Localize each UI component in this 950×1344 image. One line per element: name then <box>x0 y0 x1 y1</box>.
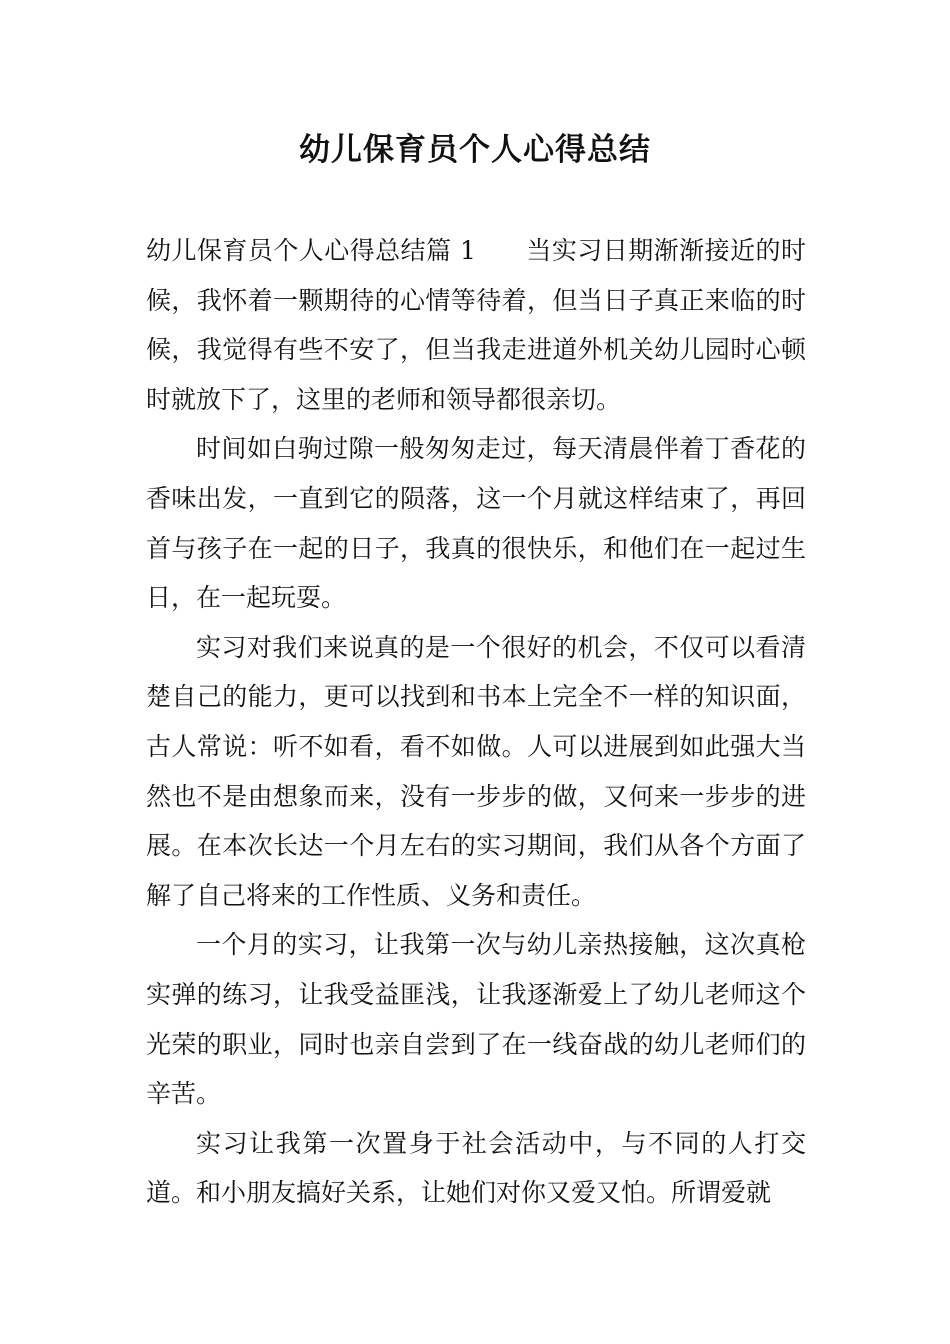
paragraph-4: 一个月的实习，让我第一次与幼儿亲热接触，这次真枪实弹的练习，让我受益匪浅，让我逐渐爱上了幼儿老师这个光荣的职业，同时也亲自尝到了在一线奋战的幼儿老师们的辛苦。 <box>146 930 806 1109</box>
section-label: 幼儿保育员个人心得总结篇 1 <box>146 236 476 265</box>
paragraph-3: 实习对我们来说真的是一个很好的机会，不仅可以看清楚自己的能力，更可以找到和书本上完全不一样的知识面，古人常说：听不如看，看不如做。人可以进展到如此强大当然也不是由想象而来，没有一步步的做，又何来一步步的进展。在本次长达一个月左右的实习期间，我们从各个方面了解了自己将来的工作性质、义务和责任。 <box>146 632 806 910</box>
paragraph-1 <box>146 226 806 424</box>
document-title: 幼儿保育员个人心得总结 <box>299 132 651 168</box>
paragraph-1-text: 当实习日期渐渐接近的时候，我怀着一颗期待的心情等待着，但当日子真正来临的时候，我觉得有些不安了，但当我走进道外机关幼儿园时心顿时就放下了，这里的老师和领导都很亲切。 <box>146 236 806 414</box>
paragraph-5: 实习让我第一次置身于社会活动中，与不同的人打交道。和小朋友搞好关系，让她们对你又爱又怕。所谓爱就 <box>146 1128 806 1208</box>
document-body <box>146 226 806 1236</box>
paragraph-2: 时间如白驹过隙一般匆匆走过，每天清晨伴着丁香花的香味出发，一直到它的陨落，这一个月就这样结束了，再回首与孩子在一起的日子，我真的很快乐，和他们在一起过生日，在一起玩耍。 <box>146 434 806 613</box>
